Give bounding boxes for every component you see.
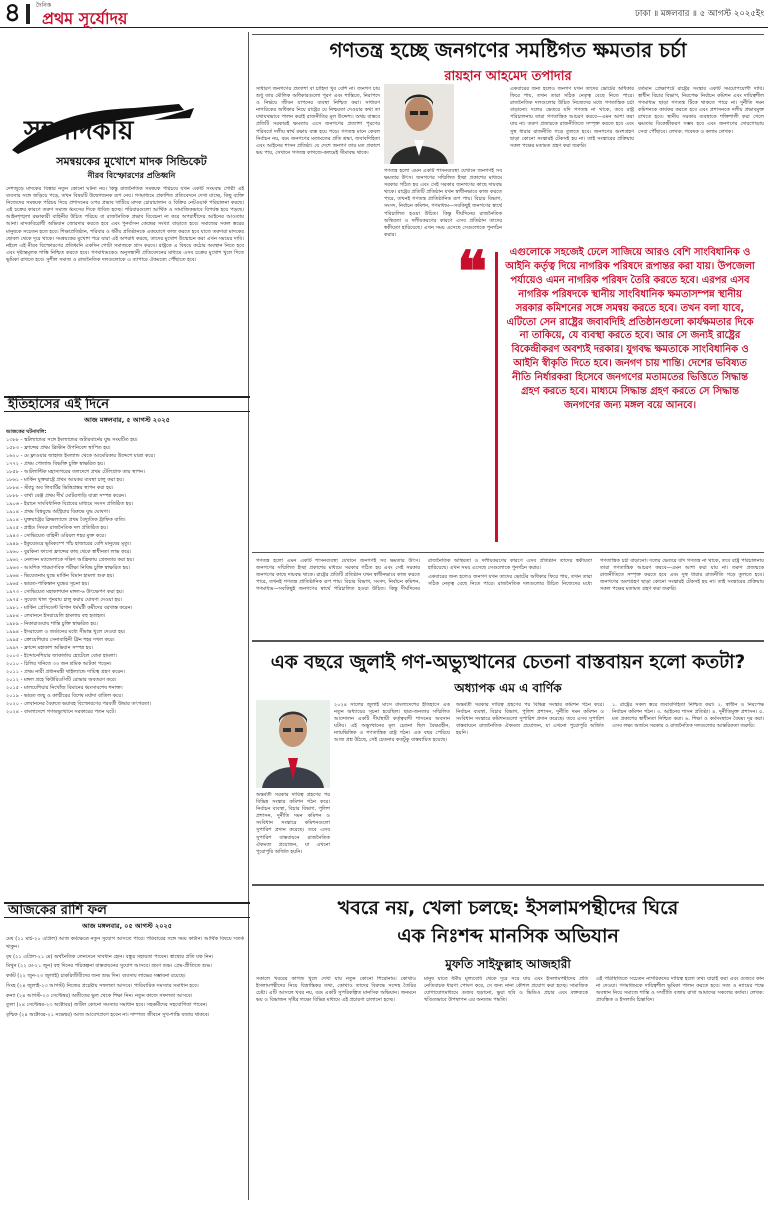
rashifol-item: মিথুন (২২ মে-২১ জুন) বহু দিনের পরিকল্পনা বাস্তবায়নের সুযোগ আসবে। ভ্রমণ শুভ। প্রেম-প্রীতিতে শুভ। [6, 963, 212, 970]
history-item: ২০১৫ - মালয়েশিয়ার নিখোঁজ বিমানের ধ্বংসাবশেষ শনাক্ত। [6, 685, 123, 691]
article1-byline: রায়হান আহমেদ তপাদার [444, 69, 572, 84]
history-item: ১৯৬৪ - ভিয়েতনাম যুদ্ধে মার্কিন বিমান হামলা শুরু হয়। [6, 573, 115, 579]
brand-name: প্রথম সূর্যোদয় [42, 9, 128, 28]
article1-top-rule [252, 34, 764, 35]
page-number-divider [26, 4, 30, 24]
history-item: ১৯৬৫ - ভারত-পাকিস্তান যুদ্ধের সূচনা হয়। [6, 581, 90, 587]
brand-prefix: দৈনিক [36, 2, 52, 9]
history-item: ১৯১৪ - যুক্তরাষ্ট্রের ক্লিভল্যান্ডে প্রথম বৈদ্যুতিক ট্রাফিক বাতি। [6, 517, 126, 523]
rashifol-date: আজ মঙ্গলবার, ০৫ আগস্ট ২০২৫ [82, 922, 172, 930]
rashifol-item: সিংহ (২৪ জুলাই-২৩ আগস্ট) নিজের প্রচেষ্টায় সফলতা আসবে। পারিবারিক সমস্যার সমাধান হবে। [6, 982, 199, 989]
history-item: ১৯৪৯ - ইকুয়েডরে ভূমিকম্পে পাঁচ হাজারের বেশি মানুষের মৃত্যু। [6, 541, 131, 547]
rashifol-item: কর্কট (২২ জুন-২৩ জুলাই) চাকরিজীবীদের জন্য শুভ দিন। ব্যবসায় লাভের সম্ভাবনা রয়েছে। [6, 973, 186, 979]
history-intro: আজকের ঘটনাবলি: [6, 429, 47, 435]
article3-col1 [256, 976, 416, 1200]
history-item: ২০১৯ - ভারত জম্মু ও কাশ্মীরের বিশেষ মর্যাদা বাতিল করে। [6, 693, 123, 699]
article1-col2 [384, 168, 502, 248]
history-item: ১৮৫৮ - আটলান্টিক মহাসাগরের তলদেশে প্রথম টেলিগ্রাফ তার স্থাপন। [6, 469, 145, 475]
article1-continued-text-2: একবারের জন্য হলেও জনগণ যখন তাদের ভোটের অধিকার ফিরে পায়, তখন তারা সঠিক নেতৃত্ব বেছে নিতে পারে। রাজনৈতিক দলগুলোর উচিত নিজেদের মধ্যে গণতান্ত্রিক চর্চা বাড়ানো। দলের ভেতরে যদি গণতন্ত্র না থাকে, তবে রাষ্ট্র পরিচালনায় তারা গণতান্ত্রিক আচরণ করবে—এমন আশা করা যায় না। তরুণ প্রজন্মকে রাজনীতিতে সম্পৃক্ত করতে হবে এবং সুস্থ ধারার রাজনীতি গড়ে তুলতে হবে। জনগণের অংশগ্রহণ ছাড়া কোনো সংস্কারই টেকসই হয় না। তাই সংস্কারের প্রক্রিয়ায় সকল পক্ষের মতামত গ্রহণ করা জরুরি। [428, 558, 764, 593]
author-portrait [384, 84, 454, 164]
history-item: ২০১২ - মঙ্গল গ্রহে কিউরিওসিটি রোভার অবতরণ করে। [6, 677, 117, 683]
article2-col4 [612, 702, 764, 872]
rashifol-items [6, 936, 244, 1020]
editorial-kicker: নীরব বিস্ফোরণের প্রতিধ্বনি [87, 171, 176, 180]
article1-col3 [510, 86, 634, 246]
editorial-title: সম্পাদকীয় [24, 116, 134, 146]
article2-headline: এক বছরে জুলাই গণ-অভ্যুত্থানের চেতনা বাস্তবায়ন হলো কতটা? [270, 652, 746, 673]
rashifol-item: বৃষ (২১ এপ্রিল-২১ মে) অর্থনৈতিক লেনদেনে সাবধান হোন। বন্ধুর সহায়তা পাবেন। স্বাস্থ্যের প্রতি যত্ন নিন। [6, 953, 214, 960]
history-header: ইতিহাসের এই দিনে [8, 397, 110, 412]
article3-col2-text: মানুষ যাতে ধর্মীয় মূল্যবোধ থেকে দূরে সরে যায় এবং ইসলামপন্থীদের প্রতি নেতিবাচক ধারণা পোষণ করে, সে জন্য নানা কৌশল প্রয়োগ করা হচ্ছে। সামাজিক যোগাযোগমাধ্যমে গুজব ছড়ানো, ভুয়া ছবি ও ভিডিও প্রচার এবং বক্তব্যকে খণ্ডিতভাবে উপস্থাপন এর অন্যতম পদ্ধতি। [424, 976, 588, 1004]
history-item: ১৮৬১ - মার্কিন যুক্তরাষ্ট্রে প্রথম আয়কর ব্যবস্থা চালু করা হয়। [6, 477, 124, 483]
history-items [6, 436, 244, 716]
history-item: ২০১১ - প্রথম নারী প্রধানমন্ত্রী থাইল্যান্ডে দায়িত্ব গ্রহণ করেন। [6, 669, 125, 675]
article3-col2 [424, 976, 588, 1200]
article2-top-rule [252, 640, 764, 642]
history-item: ১৯৯৫ - ক্রোয়েশিয়ার সেনাবাহিনী ক্নিন শহর দখল করে। [6, 637, 115, 643]
dateline-date: মঙ্গলবার ॥ ৫ আগস্ট ২০২৫ইং [660, 9, 764, 19]
history-item: ১৯৬৩ - আংশিক পারমাণবিক পরীক্ষা নিষিদ্ধ চুক্তি স্বাক্ষরিত হয়। [6, 565, 131, 571]
quote-bar [495, 252, 498, 542]
history-item: ১৯৮১ - মার্কিন প্রেসিডেন্ট রিগান ধর্মঘটী কর্মীদের বরখাস্ত করেন। [6, 605, 133, 611]
history-item: ১৯৯৭ - ফ্রান্সে মহাকাশ অভিযান সম্পন্ন হয়। [6, 645, 94, 651]
article1-col3-text: একবারের জন্য হলেও জনগণ যখন তাদের ভোটের অধিকার ফিরে পায়, তখন তারা সঠিক নেতৃত্ব বেছে নিতে পারে। রাজনৈতিক দলগুলোর উচিত নিজেদের মধ্যে গণতান্ত্রিক চর্চা বাড়ানো। দলের ভেতরে যদি গণতন্ত্র না থাকে, তবে রাষ্ট্র পরিচালনায় তারা গণতান্ত্রিক আচরণ করবে—এমন আশা করা যায় না। তরুণ প্রজন্মকে রাজনীতিতে সম্পৃক্ত করতে হবে এবং সুস্থ ধারার রাজনীতি গড়ে তুলতে হবে। জনগণের অংশগ্রহণ ছাড়া কোনো সংস্কারই টেকসই হয় না। তাই সংস্কারের প্রক্রিয়ায় সকল পক্ষের মতামত গ্রহণ করা জরুরি। [510, 86, 634, 149]
history-item: ১৬২০ - মে ফ্লাওয়ার জাহাজ ইংল্যান্ড থেকে আমেরিকার উদ্দেশে যাত্রা করে। [6, 453, 155, 459]
article2-author-photo [256, 700, 330, 788]
article3-col3 [596, 976, 764, 1200]
article3-col1-text: সকালে খবরের কাগজ খুলে দেখা যায় নতুন কোনো শিরোনাম। কোথাও ইসলামপন্থীদের নিয়ে বিভ্রান্তিকর তথ্য, কোথাও তাদের বিরুদ্ধে সন্দেহ তৈরির চেষ্টা। এটি আসলে খবর নয়, বরং একটি সুপরিকল্পিত মানসিক অভিযান। জনমনে ভয় ও বিভাজন সৃষ্টির লক্ষ্যে বিভিন্ন মাধ্যমে এই প্রচারণা চালানো হচ্ছে। [256, 976, 416, 1004]
rashifol-item: বৃশ্চিক (২৪ অক্টোবর-২১ নভেম্বর) আজ আবেগপ্রবণ হবেন না। দাম্পত্য জীবনে সুখ-শান্তি বজায় থাকবে। [6, 1012, 210, 1018]
history-item: ১৯৯৪ - ইসরায়েল ও জর্ডানের মধ্যে সীমান্ত খুলে দেওয়া হয়। [6, 629, 126, 635]
history-item: ১৮৮৮ - বার্থা বেঞ্জ প্রথম দীর্ঘ মোটরগাড়ি যাত্রা সম্পন্ন করেন। [6, 493, 126, 499]
history-item: ১৭৭২ - প্রথম পোলান্ড বিভক্তি চুক্তি স্বাক্ষরিত হয়। [6, 461, 105, 467]
article2-col2 [256, 792, 330, 872]
article3-headline-line2: এক নিঃশব্দ মানসিক অভিযান [397, 925, 619, 947]
history-item: ১৯৮৯ - নিকারাগুয়ায় শান্তি চুক্তি স্বাক্ষরিত হয়। [6, 621, 98, 627]
history-item: ১৮৮৪ - স্ট্যাচু অব লিবার্টির ভিত্তিপ্রস্তর স্থাপন করা হয়। [6, 485, 114, 491]
rashifol-item: মেষ (২১ মার্চ-২০ এপ্রিল) আজ কর্মক্ষেত্রে নতুন সুযোগ আসতে পারে। পরিবারের সঙ্গে সময় কাটান। আর্থিক বিষয়ে সতর্ক থাকুন। [6, 936, 244, 950]
history-item: ১৯১৪ - প্রথম বিশ্বযুদ্ধে অস্ট্রিয়ার বিরুদ্ধে যুদ্ধ ঘোষণা। [6, 509, 110, 515]
pull-quote: এগুলোকে সহজেই ঢেলে সাজিয়ে আরও বেশি সাংবিধানিক ও আইনি কর্তৃত্ব দিয়ে নাগরিক পরিষদে রূপান্তর করা যায়। উপজেলা পর্যায়েও এমন নাগরিক পরিষদ তৈরি করতে হবে। এরপর এসব নাগরিক পরিষদকে স্থানীয় সাংবিধানিক ক্ষমতাসম্পন্ন স্থানীয় সরকার কমিশনের সঙ্গে সমন্বয় করতে হবে। তখন বলা যাবে, এটিতো সেন রাষ্ট্রের জবাবদিহি প্রতিষ্ঠানগুলো কার্যক্ষমতার দিকে না তাকিয়ে, যে ব্যবস্থা করতে হবে। আর সে জন্যই রাষ্ট্রের বিকেন্দ্রীকরণ অবশ্যই দরকার। যুগবদ্ধ ক্ষমতাকে সাংবিধানিক ও আইনি স্বীকৃতি দিতে হবে। জনগণ চায় শান্তি। দেশের ভবিষ্যত নীতি নির্ধারকরা হিসেবে জনগণের মতামতের ভিত্তিতে সিদ্ধান্ত গ্রহণ করতে হবে। মাধ্যমে সিদ্ধান্ত গ্রহণ করতে সে সিদ্ধান্ত জনগণের জন্য মঙ্গল বয়ে আনবে। [505, 247, 755, 411]
history-item: ১৯২৫ - প্লাইড সিমরু রাজনৈতিক দল প্রতিষ্ঠিত হয়। [6, 525, 108, 531]
article3-headline-line1: খবরে নয়, খেলা চলছে: ইসলামপন্থীদের ঘিরে [337, 897, 679, 919]
history-item: ১৯৭৫ - সুয়েজ খাল পুনরায় চালু করার ঘোষণা দেওয়া হয়। [6, 597, 123, 603]
history-item: ১৩৮৮ - স্কটল্যান্ডের সঙ্গে ইংল্যান্ডের অটারবার্নের যুদ্ধ সংঘটিত হয়। [6, 437, 138, 443]
dateline-separator: ॥ [653, 9, 661, 19]
dateline-location: ঢাকা [635, 9, 651, 19]
history-item: ১৯৭৩ - সোভিয়েত মহাকাশযান মঙ্গল-৬ উৎক্ষেপণ করা হয়। [6, 589, 124, 595]
article1-headline: গণতন্ত্র হচ্ছে জনগণের সমষ্টিগত ক্ষমতার চর্চা [329, 38, 687, 62]
history-item: ১৯৮৪ - লেবাননে ইসরায়েলি হামলায় বহু হতাহত। [6, 613, 106, 619]
editorial-body [6, 186, 244, 386]
article1-col1-text: সাধারণ জনগণের প্রত্যাশা বা চাহিদা খুব বেশি না। জনগণ চায় শুধু তার মৌলিক অধিকারগুলো পূরণ এবং শান্তিতে, নিরাপদে ও নির্ভয়ে জীবন যাপনের ব্যবস্থা নিশ্চিত করা। সাধারণ নাগরিকের অধিকার নিয়ে রাষ্ট্রের যে নিশ্চয়তা দেওয়ার কথা তা যথাযথভাবে পালন করাই রাজনীতির মূল উদ্দেশ্য। অথচ বাস্তবে প্রতিটি সরকারই ক্ষমতায় এসে জনগণের প্রত্যাশা পূরণের পরিবর্তে দলীয় স্বার্থ রক্ষায় ব্যস্ত হয়ে পড়ে। গণতন্ত্র মানে কেবল নির্বাচন নয়, বরং জনগণের মতামতের প্রতি শ্রদ্ধা, জবাবদিহিতা এবং আইনের শাসন প্রতিষ্ঠা। যে দেশে জনগণ তার মত প্রকাশে ভয় পায়, সেখানে গণতন্ত্র কাগজে-কলমেই সীমাবদ্ধ থাকে। [256, 86, 380, 156]
rashifol-item: কন্যা (২৪ আগস্ট-২৩ সেপ্টেম্বর) অতীতের ভুল থেকে শিক্ষা নিন। নতুন কাজে সফলতা আসবে। [6, 992, 193, 999]
masthead [0, 0, 768, 28]
history-item: ১৫৮৩ - ফ্রান্সের প্রথম খ্রিস্টান উপনিবেশ স্থাপিত হয়। [6, 445, 111, 451]
page-number: ৪ [4, 0, 21, 28]
article1-author-photo [384, 84, 454, 164]
author-portrait-2 [256, 700, 330, 788]
article2-byline: অধ্যাপক এম এ বার্ণিক [454, 681, 562, 695]
article3-col3-text: এই পরিস্থিতিতে সচেতন নাগরিকদের দায়িত্ব হলো তথ্য যাচাই করা এবং গুজবে কান না দেওয়া। গণমাধ্যমকে দায়িত্বশীল ভূমিকা পালন করতে হবে। সত্য ও ন্যায়ের পক্ষে অবস্থান নিয়ে সমাজে শান্তি ও সম্প্রীতি বজায় রাখা আমাদের সকলের কর্তব্য। লেখক: প্রাবন্ধিক ও ইসলামি চিন্তাবিদ। [596, 976, 764, 1004]
history-item: ১৯০৬ - ইরানে সাংবিধানিক বিপ্লবের মাধ্যমে সংসদ প্রতিষ্ঠিত হয়। [6, 501, 134, 507]
article1-col1 [256, 86, 380, 528]
article1-continued-text: গণতন্ত্র হলো এমন একটি শাসনব্যবস্থা যেখানে জনগণই সব ক্ষমতার উৎস। জনগণের সম্মিলিত ইচ্ছা প্রকাশের মাধ্যমে সরকার গঠিত হয় এবং সেই সরকার জনগণের কাছে দায়বদ্ধ থাকে। রাষ্ট্রের প্রতিটি প্রতিষ্ঠান যখন স্বাধীনভাবে কাজ করতে পারে, তখনই গণতন্ত্র প্রাতিষ্ঠানিক রূপ পায়। বিচার বিভাগ, সংসদ, নির্বাচন কমিশন, গণমাধ্যম—সবকিছুই জনগণের স্বার্থে পরিচালিত হওয়া উচিত। কিন্তু দীর্ঘদিনের রাজনৈতিক অস্থিরতা ও দলীয়করণের কারণে এসব প্রতিষ্ঠান তাদের স্বকীয়তা হারিয়েছে। এখন সময় এসেছে সেগুলোকে পুনর্গঠন করার। [256, 558, 592, 593]
article2-col4-text: ১. রাষ্ট্রের সকল স্তরে জবাবদিহিতা নিশ্চিত করা। ২. স্বাধীন ও নিরপেক্ষ নির্বাচন কমিশন গঠন। ৩. আইনের শাসন প্রতিষ্ঠা। ৪. দুর্নীতিমুক্ত প্রশাসন। ৫. মত প্রকাশের স্বাধীনতা নিশ্চিত করা। ৬. শিক্ষা ও কর্মসংস্থানে বৈষম্য দূর করা। এসব লক্ষ্য অর্জনে সরকার ও রাজনৈতিক দলগুলোর আন্তরিকতা জরুরি। [612, 702, 764, 730]
left-column-divider [248, 32, 249, 1200]
article2-col3-text: অন্তর্বর্তী সরকার দায়িত্ব গ্রহণের পর বিভিন্ন সংস্কার কমিশন গঠন করে। নির্বাচন ব্যবস্থা, বিচার বিভাগ, পুলিশ প্রশাসন, দুর্নীতি দমন কমিশন ও সংবিধান সংস্কারে কমিশনগুলো সুপারিশ প্রদান করেছে। তবে এসব সুপারিশ বাস্তবায়নে রাজনৈতিক ঐকমত্য প্রয়োজন, যা এখনো পুরোপুরি অর্জিত হয়নি। [456, 702, 604, 737]
history-date: আজ মঙ্গলবার, ৫ আগস্ট ২০২৫ [84, 416, 170, 424]
history-item: ২০১০ - চিলির খনিতে ৩৩ জন শ্রমিক আটকা পড়েন। [6, 661, 112, 667]
article1-col4-text: বর্তমান প্রেক্ষাপটে রাষ্ট্রের সংস্কার একটি সময়োপযোগী দাবি। স্বাধীন বিচার বিভাগ, নিরপেক্ষ নির্বাচন কমিশন এবং দায়িত্বশীল গণমাধ্যম ছাড়া গণতন্ত্র টিকে থাকতে পারে না। দুর্নীতি দমন কমিশনকে কার্যকর করতে হবে এবং প্রশাসনকে দলীয় প্রভাবমুক্ত রাখতে হবে। স্থানীয় সরকার ব্যবস্থাকে শক্তিশালী করা গেলে ক্ষমতার বিকেন্দ্রীকরণ সম্ভব হবে এবং জনগণের দোরগোড়ায় সেবা পৌঁছাবে। লেখক: গবেষক ও কলাম লেখক। [638, 86, 764, 135]
history-item: ২০০৩ - ইন্দোনেশিয়ার জাকার্তায় হোটেলে বোমা হামলা। [6, 653, 117, 659]
history-list [6, 428, 244, 888]
editorial-paragraph: দেশজুড়ে মাদকের বিস্তার নতুন কোনো ঘটনা নয়। কিন্তু রাজনৈতিক সমন্বয়ক পরিচয়ে যখন একটি সংঘবদ্ধ গোষ্ঠী এই ব্যবসার সঙ্গে জড়িয়ে পড়ে, তখন বিষয়টি উদ্বেগজনক রূপ নেয়। গণমাধ্যমে প্রকাশিত প্রতিবেদনে দেখা যাচ্ছে, কিছু ব্যক্তি নিজেদের সমন্বয়ক পরিচয় দিয়ে প্রশাসনের ওপর প্রভাব খাটিয়ে মাদক চোরাচালান ও বিক্রির নেটওয়ার্ক পরিচালনা করছে। এই চক্রের কারণে তরুণ সমাজ ধ্বংসের দিকে ধাবিত হচ্ছে। পরিবারগুলো আর্থিক ও সামাজিকভাবে বিপর্যস্ত হয়ে পড়ছে। আইনশৃঙ্খলা রক্ষাকারী বাহিনীর উচিত পরিচয় বা রাজনৈতিক প্রভাব বিবেচনা না করে অপরাধীদের আইনের আওতায় আনা। মাদকবিরোধী অভিযান জোরদার করতে হবে এবং পুনর্বাসন কেন্দ্রের সংখ্যা বাড়াতে হবে। সমাজের সকল স্তরের মানুষকে সচেতন হতে হবে। শিক্ষাপ্রতিষ্ঠান, পরিবার ও ধর্মীয় প্রতিষ্ঠানকে একযোগে কাজ করতে হবে যাতে তরুণরা মাদকের ছোবল থেকে দূরে থাকে। সমন্বয়কের মুখোশ পরে যারা এই অপরাধ করছে, তাদের মুখোশ উন্মোচন করা এখন সময়ের দাবি। নইলে এই নীরব বিস্ফোরণের প্রতিধ্বনি একদিন গোটা সমাজকে গ্রাস করবে। রাষ্ট্রকে এ বিষয়ে কঠোর অবস্থান নিতে হবে এবং দৃষ্টান্তমূলক শাস্তি নিশ্চিত করতে হবে। গণমাধ্যমকেও অনুসন্ধানী প্রতিবেদনের মাধ্যমে এসব চক্রের মুখোশ খুলে দিতে ভূমিকা রাখতে হবে। সুশীল সমাজ ও রাজনৈতিক দলগুলোকে এ ব্যাপারে ঐকমত্যে পৌঁছাতে হবে। [6, 186, 244, 263]
editorial-subtitle: সমন্বয়কের মুখোশে মাদক সিন্ডিকেট [56, 155, 207, 168]
dateline [635, 9, 764, 20]
quote-mark-icon: ❝ [457, 239, 488, 305]
history-item: ২০২০ - লেবাননের বৈরুতে ভয়াবহ বিস্ফোরণের পরবর্তী উদ্ধার তৎপরতা। [6, 701, 152, 707]
rashifol-header: আজকের রাশি ফল [8, 903, 107, 918]
article1-bottom-rule [252, 552, 764, 553]
rashifol-list [6, 936, 244, 1200]
article2-col1 [334, 702, 450, 872]
article1-continued [256, 558, 764, 638]
article2-col1-text: ২০২৪ সালের জুলাই মাসে বাংলাদেশের ইতিহাসে এক নতুন অধ্যায়ের সূচনা হয়েছিল। ছাত্র-জনতার সম্মিলিত আন্দোলন একটি দীর্ঘস্থায়ী কর্তৃত্ববাদী শাসনের অবসান ঘটায়। এই অভ্যুত্থানের মূল চেতনা ছিল বৈষম্যহীন, ন্যায়ভিত্তিক ও গণতান্ত্রিক রাষ্ট্র গঠন। এক বছর পেরিয়ে আজ প্রশ্ন উঠছে, সেই চেতনার কতটুকু বাস্তবায়িত হয়েছে। [334, 702, 450, 744]
article3-top-rule [252, 884, 764, 886]
article1-col2-text: গণতন্ত্র হলো এমন একটি শাসনব্যবস্থা যেখানে জনগণই সব ক্ষমতার উৎস। জনগণের সম্মিলিত ইচ্ছা প্রকাশের মাধ্যমে সরকার গঠিত হয় এবং সেই সরকার জনগণের কাছে দায়বদ্ধ থাকে। রাষ্ট্রের প্রতিটি প্রতিষ্ঠান যখন স্বাধীনভাবে কাজ করতে পারে, তখনই গণতন্ত্র প্রাতিষ্ঠানিক রূপ পায়। বিচার বিভাগ, সংসদ, নির্বাচন কমিশন, গণমাধ্যম—সবকিছুই জনগণের স্বার্থে পরিচালিত হওয়া উচিত। কিন্তু দীর্ঘদিনের রাজনৈতিক অস্থিরতা ও দলীয়করণের কারণে এসব প্রতিষ্ঠান তাদের স্বকীয়তা হারিয়েছে। এখন সময় এসেছে সেগুলোকে পুনর্গঠন করার। [384, 168, 502, 238]
article2-col3 [456, 702, 604, 872]
article2-col2-text: অন্তর্বর্তী সরকার দায়িত্ব গ্রহণের পর বিভিন্ন সংস্কার কমিশন গঠন করে। নির্বাচন ব্যবস্থা, বিচার বিভাগ, পুলিশ প্রশাসন, দুর্নীতি দমন কমিশন ও সংবিধান সংস্কারে কমিশনগুলো সুপারিশ প্রদান করেছে। তবে এসব সুপারিশ বাস্তবায়নে রাজনৈতিক ঐকমত্য প্রয়োজন, যা এখনো পুরোপুরি অর্জিত হয়নি। [256, 792, 330, 855]
editorial-logo [4, 100, 244, 180]
rashifol-item: তুলা (২৪ সেপ্টেম্বর-২৩ অক্টোবর) জটিল কোনো সমস্যার সমাধান হবে। সহকর্মীদের সহযোগিতা পাবেন। [6, 1002, 208, 1009]
article3-byline: মুফতি সাইফুল্লাহ আজহারী [445, 957, 571, 971]
history-item: ১৯৪৩ - সোভিয়েত বাহিনী ওরিয়ল শহর মুক্ত করে। [6, 533, 106, 539]
history-item: ১৯৬০ - বুরকিনা ফাসো ফ্রান্সের কাছ থেকে স্বাধীনতা লাভ করে। [6, 549, 132, 555]
history-item: ১৯৬২ - নেলসন ম্যান্ডেলাকে দক্ষিণ আফ্রিকায় গ্রেফতার করা হয়। [6, 557, 135, 563]
history-item: ২০২৪ - বাংলাদেশে গণঅভ্যুত্থানে সরকারের পতন ঘটে। [6, 709, 116, 715]
